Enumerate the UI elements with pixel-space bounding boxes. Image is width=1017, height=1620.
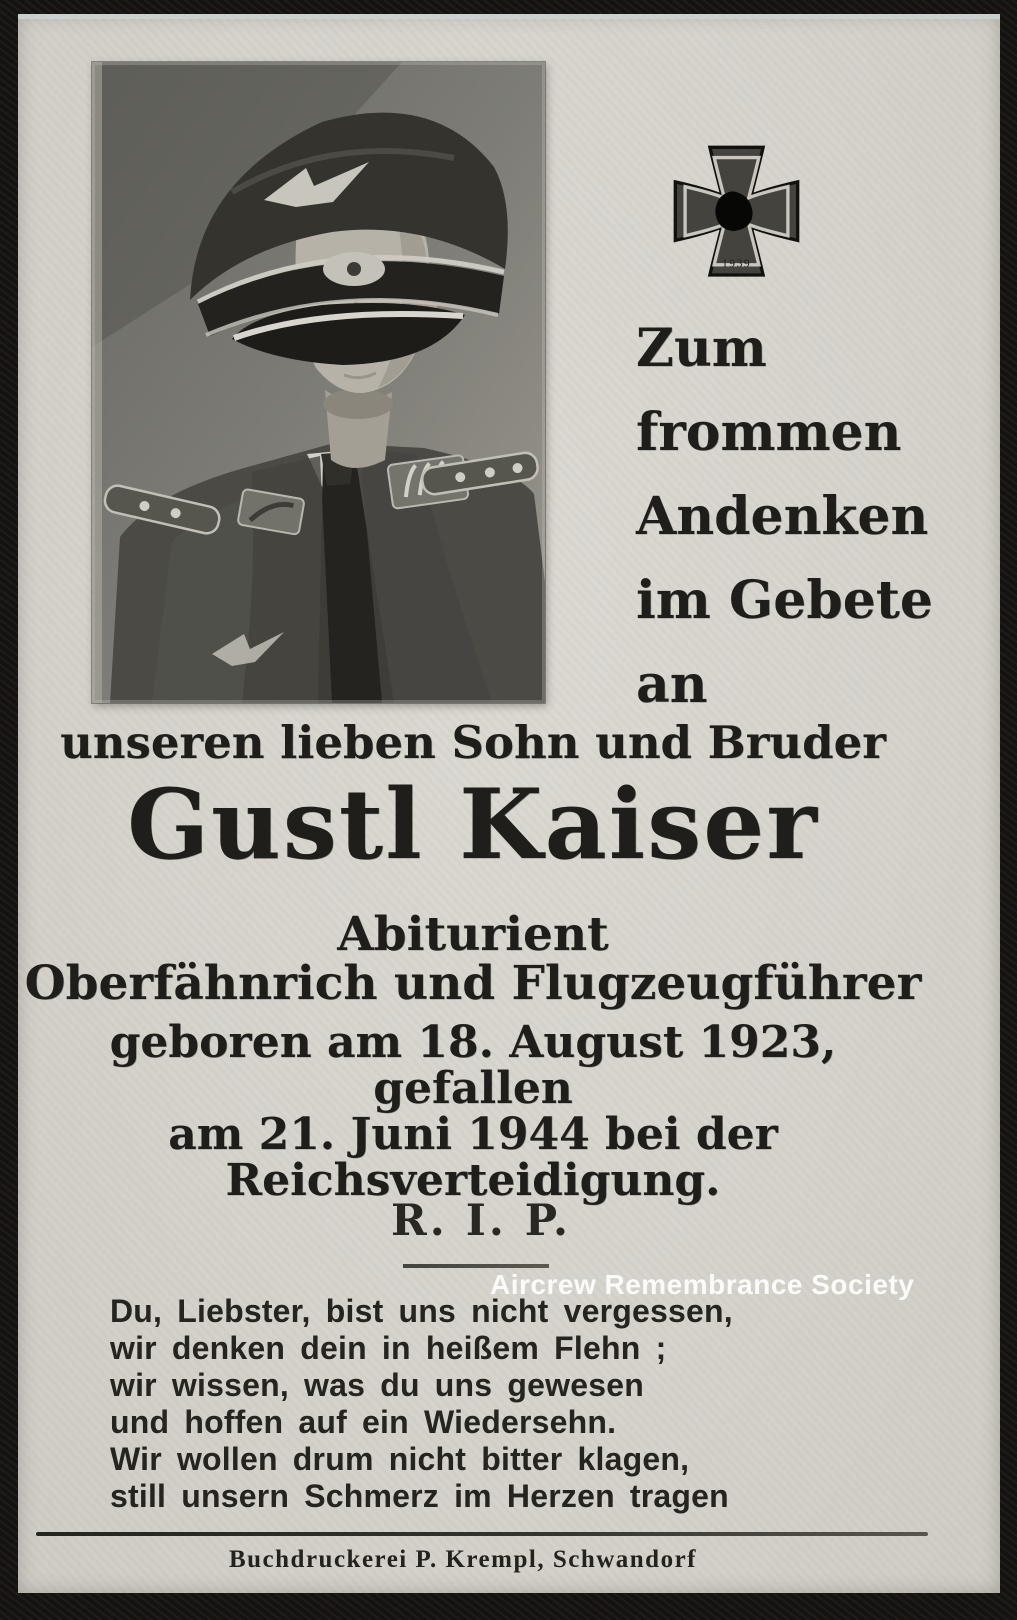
date-line: Reichsverteidigung. xyxy=(225,1155,721,1206)
deceased-name: Gustl Kaiser xyxy=(127,768,819,881)
portrait-photo-graphic xyxy=(92,62,545,703)
poem-line: wir denken dein in heißem Flehn ; xyxy=(110,1330,667,1366)
dedication-line: im Gebete xyxy=(636,570,933,631)
title-line-abiturient: Abiturient xyxy=(337,907,609,962)
iron-cross-graphic xyxy=(670,142,803,283)
poem-line: wir wissen, was du uns gewesen xyxy=(110,1367,644,1403)
title-line-rank: Oberfähnrich und Flugzeugführer xyxy=(24,956,922,1011)
printer-divider-rule xyxy=(36,1532,928,1536)
memorial-card xyxy=(18,14,1000,1593)
portrait-photo xyxy=(92,62,545,703)
poem-line: still unsern Schmerz im Herzen tragen xyxy=(110,1478,729,1514)
poem-line: und hoffen auf ein Wiedersehn. xyxy=(110,1404,617,1440)
poem-line: Wir wollen drum nicht bitter klagen, xyxy=(110,1441,690,1477)
dedication-line: frommen xyxy=(636,402,902,463)
address-line: unseren lieben Sohn und Bruder xyxy=(60,716,886,769)
iron-cross-year: 1939 xyxy=(721,256,752,271)
dedication-text xyxy=(636,307,986,727)
iron-cross-medal xyxy=(670,142,803,283)
printer-line: Buchdruckerei P. Krempl, Schwandorf xyxy=(228,1546,698,1573)
dates-block xyxy=(18,1017,928,1206)
dedication-line: Andenken xyxy=(636,486,929,547)
memorial-poem xyxy=(110,1293,950,1515)
rip-divider xyxy=(403,1264,549,1268)
date-line: geboren am 18. August 1923, gefallen xyxy=(109,1017,837,1114)
rip-text: R. I. P. xyxy=(391,1196,571,1246)
dedication-line: an xyxy=(636,654,708,715)
poem-line: Du, Liebster, bist uns nicht vergessen, xyxy=(110,1293,733,1329)
date-line: am 21. Juni 1944 bei der xyxy=(168,1109,778,1160)
cap-cockade xyxy=(323,252,385,286)
watermark-text: Aircrew Remembrance Society xyxy=(490,1269,915,1300)
dedication-line: Zum xyxy=(636,318,767,379)
